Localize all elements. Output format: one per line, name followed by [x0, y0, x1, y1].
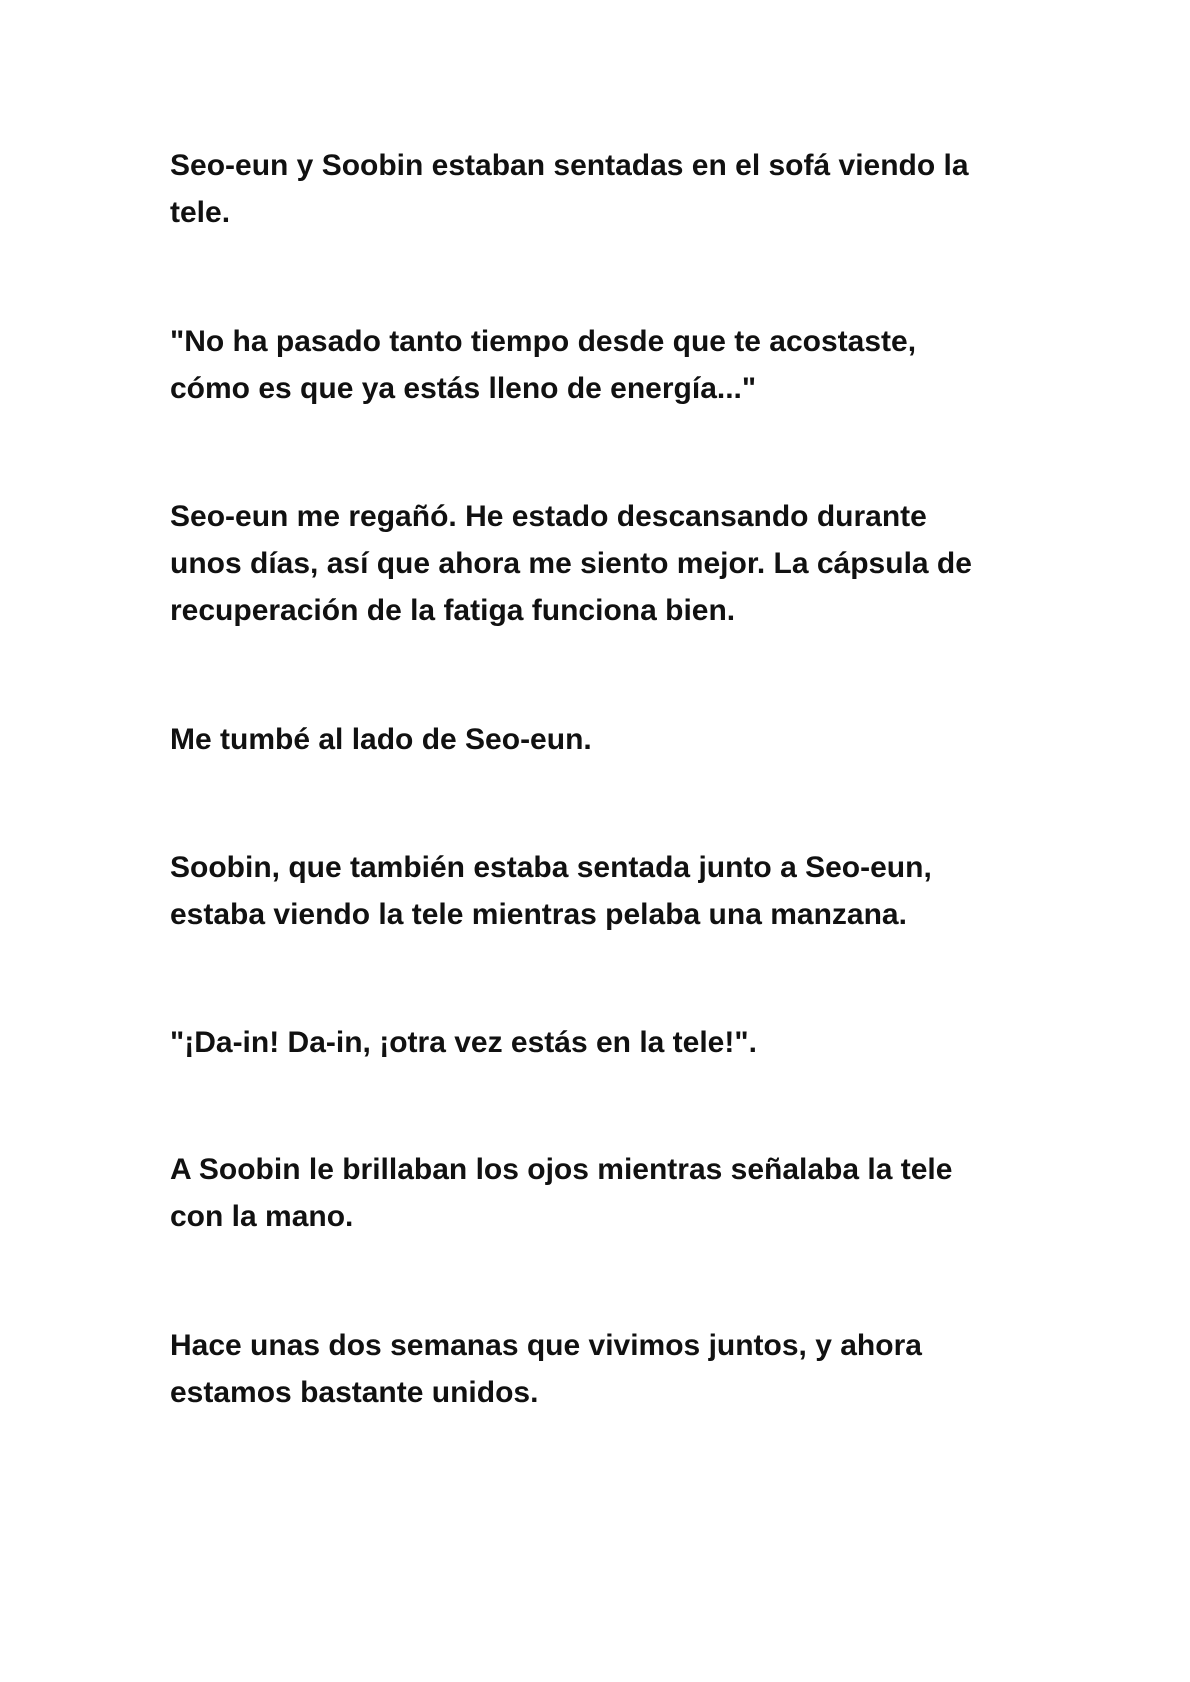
paragraph-8-line-2: estamos bastante unidos. — [170, 1376, 539, 1409]
paragraph-3-line-1: Seo-eun me regañó. He estado descansando durante — [170, 500, 927, 533]
paragraph-3-line-3: recuperación de la fatiga funciona bien. — [170, 594, 736, 627]
paragraph-1-line-1: Seo-eun y Soobin estaban sentadas en el sofá viendo la — [170, 149, 969, 182]
paragraph-2 — [170, 318, 1050, 412]
paragraph-5-line-2: estaba viendo la tele mientras pelaba una manzana. — [170, 898, 907, 931]
paragraph-1-line-2: tele. — [170, 196, 231, 229]
paragraph-8 — [170, 1322, 1050, 1416]
paragraph-8-line-1: Hace unas dos semanas que vivimos juntos, y ahora — [170, 1329, 922, 1362]
paragraph-3 — [170, 493, 1050, 634]
paragraph-3-line-2: unos días, así que ahora me siento mejor. La cápsula de — [170, 547, 972, 580]
paragraph-5-line-1: Soobin, que también estaba sentada junto a Seo-eun, — [170, 851, 932, 884]
paragraph-5 — [170, 844, 1050, 938]
paragraph-6-line-1: "¡Da-in! Da-in, ¡otra vez estás en la tele!". — [170, 1026, 757, 1059]
paragraph-4 — [170, 716, 1050, 763]
paragraph-7-line-2: con la mano. — [170, 1200, 354, 1233]
paragraph-7 — [170, 1146, 1050, 1240]
paragraph-2-line-2: cómo es que ya estás lleno de energía..." — [170, 372, 757, 405]
paragraph-2-line-1: "No ha pasado tanto tiempo desde que te acostaste, — [170, 325, 917, 358]
paragraph-1 — [170, 142, 1050, 236]
paragraph-6 — [170, 1019, 1050, 1066]
paragraph-7-line-1: A Soobin le brillaban los ojos mientras señalaba la tele — [170, 1153, 953, 1186]
paragraph-4-line-1: Me tumbé al lado de Seo-eun. — [170, 723, 592, 756]
